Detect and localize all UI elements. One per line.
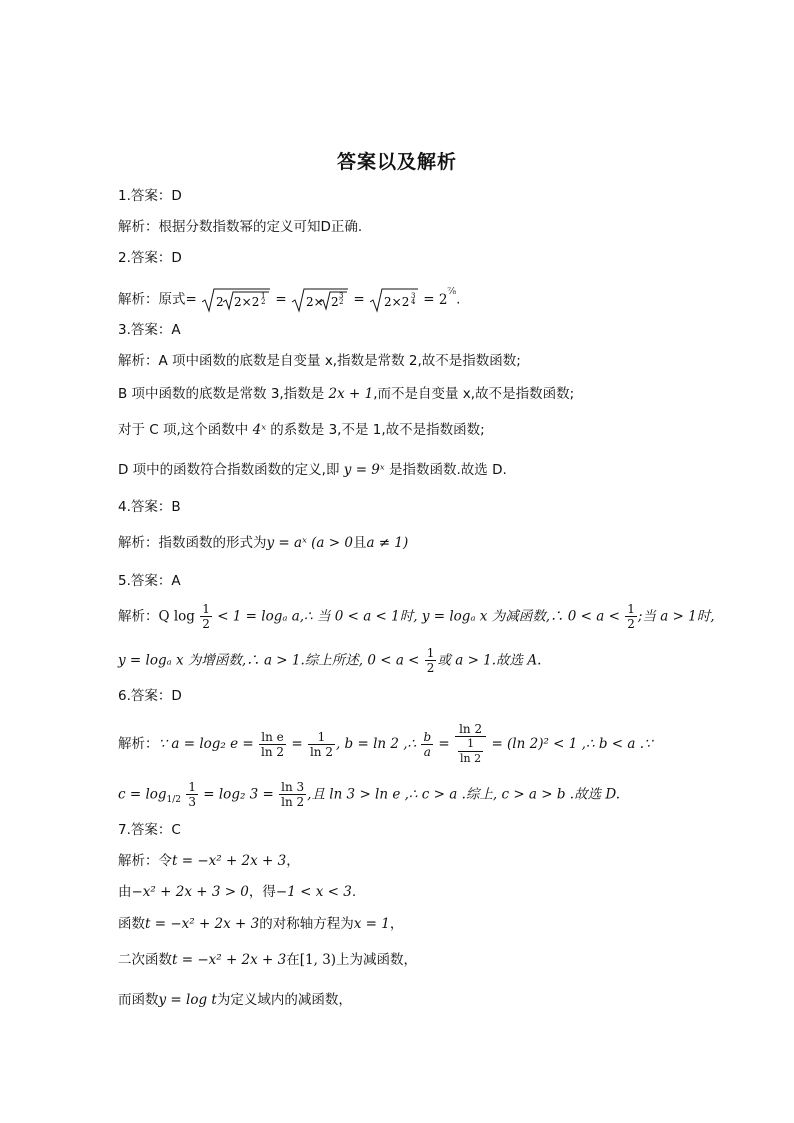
text-segment: 解析：	[118, 736, 159, 752]
text-segment: 上为减函数，	[336, 952, 418, 968]
equals-sign: =	[291, 736, 303, 752]
fraction-one-half: $\frac{1}{2}$	[627, 602, 635, 631]
math-expression: < 1 = logₐ a,∴ 当 0 < a < 1时, y = logₐ x 为减函数,∴ 0 < a <	[217, 608, 620, 625]
explanation-2-prefix: 解析：原式	[118, 291, 186, 308]
text-segment: 在	[286, 952, 300, 968]
math-expression: y = 9ˣ	[343, 462, 385, 478]
math-expression: a ≠ 1)	[366, 535, 409, 551]
compound-fraction: $\frac{\ln 2}{\frac{1}{\ln 2}}$	[455, 722, 486, 766]
log-base-subscript: 1/2	[166, 795, 182, 806]
math-expression: ∵ a = log₂ e =	[158, 736, 254, 752]
text-segment: 函数	[118, 916, 145, 932]
answer-3: 3.答案：A	[118, 322, 181, 338]
fraction-1-ln2: $\frac{1}{\ln 2}$	[309, 729, 333, 759]
svg-text:2: 2	[261, 297, 266, 306]
svg-text:4: 4	[410, 297, 416, 306]
text-segment: 解析：令	[118, 853, 172, 869]
answer-2: 2.答案：D	[118, 250, 182, 266]
equals-sign: =	[423, 291, 435, 308]
svg-text:2: 2	[331, 294, 339, 309]
explanation-6-line-2	[118, 780, 738, 810]
text-segment: 是指数函数.故选 D.	[388, 462, 507, 478]
explanation-5-line-1	[118, 602, 738, 631]
svg-text:3: 3	[410, 291, 416, 300]
radical-expression-1	[201, 287, 271, 313]
answer-1: 1.答案：D	[118, 188, 182, 204]
fraction-b-a: $\frac{b}{a}$	[423, 729, 432, 759]
math-expression: ;当 a > 1时,	[637, 608, 715, 625]
text-segment: .	[351, 884, 357, 900]
text-segment: D 项中的函数符合指数函数的定义,即	[118, 462, 340, 478]
answer-4: 4.答案：B	[118, 499, 181, 515]
math-expression: , b = ln 2 ,∴	[335, 736, 417, 752]
fraction-one-half: $\frac{1}{2}$	[202, 602, 210, 631]
math-expression: = log₂ 3 =	[203, 786, 274, 803]
math-expression: −1 < x < 3	[275, 884, 352, 900]
explanation-7-line-4	[118, 950, 738, 970]
explanation-3-line-2	[118, 384, 738, 404]
text-segment: ，	[286, 853, 300, 869]
equals-sign: =	[353, 291, 365, 308]
math-expression: y = aˣ (a > 0	[266, 535, 353, 551]
math-expression: t = −x² + 2x + 3	[172, 952, 287, 968]
svg-text:2: 2	[339, 297, 344, 306]
svg-text:3: 3	[339, 291, 344, 300]
math-expression: y = logₐ x 为增函数,∴ a > 1.综上所述, 0 < a <	[118, 652, 420, 669]
math-expression: t = −x² + 2x + 3	[145, 916, 260, 932]
svg-text:2: 2	[216, 294, 224, 309]
text-segment: ，得	[248, 884, 276, 900]
math-expression: = (ln 2)² < 1 ,∴ b < a .∵	[491, 736, 653, 752]
math-expression: [1, 3)	[299, 952, 337, 968]
explanation-3-line-3	[118, 420, 738, 440]
explanation-3-line-1: 解析：A 项中函数的底数是自变量 x,指数是常数 2,故不是指数函数;	[118, 353, 521, 369]
fraction-one-third: $\frac{1}{3}$	[188, 780, 196, 809]
explanation-7-line-1	[118, 851, 738, 871]
text-segment: 的系数是 3,不是 1,故不是指数函数;	[270, 422, 485, 438]
explanation-6-line-1	[118, 722, 738, 766]
period: .	[456, 291, 461, 308]
answer-6: 6.答案：D	[118, 688, 182, 704]
math-expression: t = −x² + 2x + 3	[172, 853, 287, 869]
answer-5: 5.答案：A	[118, 573, 181, 589]
svg-text:2×2: 2×2	[234, 294, 260, 309]
page-title: 答案以及解析	[336, 151, 457, 173]
text-segment: ,而不是自变量 x,故不是指数函数;	[373, 386, 575, 402]
power-expression: $2^{^7⁄_8}$	[438, 287, 457, 308]
fraction-ln3-ln2: $\frac{\ln 3}{\ln 2}$	[281, 780, 305, 809]
explanation-7-line-2	[118, 882, 738, 902]
radical-expression-3	[369, 287, 419, 313]
explanation-7-line-3	[118, 914, 738, 934]
text-segment: 对于 C 项,这个函数中	[118, 422, 249, 438]
radical-expression-2	[291, 287, 349, 313]
svg-text:2×2: 2×2	[383, 294, 410, 309]
math-expression: y = log t	[158, 992, 217, 1008]
math-expression: x = 1	[353, 916, 390, 932]
text-segment: 二次函数	[118, 952, 172, 968]
fraction-one-half: $\frac{1}{2}$	[426, 646, 435, 675]
answer-7: 7.答案：C	[118, 822, 181, 838]
math-expression: 或 a > 1.故选 A.	[437, 652, 542, 669]
text-segment: B 项中函数的底数是常数 3,指数是	[118, 386, 325, 402]
explanation-3-line-4	[118, 460, 738, 480]
text-segment: 的对称轴方程为	[259, 916, 354, 932]
svg-text:2×: 2×	[306, 294, 324, 309]
equals-sign: =	[438, 736, 450, 752]
text-segment: ，	[389, 916, 404, 932]
fraction-lne-ln2: $\frac{\text{ln e}}{\ln 2}$	[261, 729, 285, 759]
explanation-5-line-2	[118, 646, 738, 675]
math-expression: Q log	[158, 608, 195, 625]
text-segment: 解析：	[118, 608, 159, 625]
text-segment: 由	[118, 884, 132, 900]
explanation-1: 解析：根据分数指数幂的定义可知D正确.	[118, 219, 363, 235]
math-expression: 2x + 1	[328, 386, 374, 402]
math-expression: −x² + 2x + 3 > 0	[131, 884, 249, 900]
equals-sign: =	[185, 291, 197, 308]
explanation-7-line-5	[118, 990, 738, 1010]
text-segment: 解析：指数函数的形式为	[118, 535, 267, 551]
text-segment: 且	[352, 535, 367, 551]
math-expression: ,且 ln 3 > ln e ,∴ c > a .综上, c > a > b .故选 D.	[307, 786, 621, 803]
equals-sign: =	[275, 291, 287, 308]
math-expression: c = log	[118, 786, 167, 803]
math-expression: 4ˣ	[252, 422, 266, 438]
text-segment: 为定义域内的减函数，	[216, 992, 352, 1008]
text-segment: 而函数	[118, 992, 159, 1008]
svg-text:1: 1	[261, 291, 266, 300]
explanation-4	[118, 533, 738, 553]
explanation-2	[118, 286, 738, 313]
